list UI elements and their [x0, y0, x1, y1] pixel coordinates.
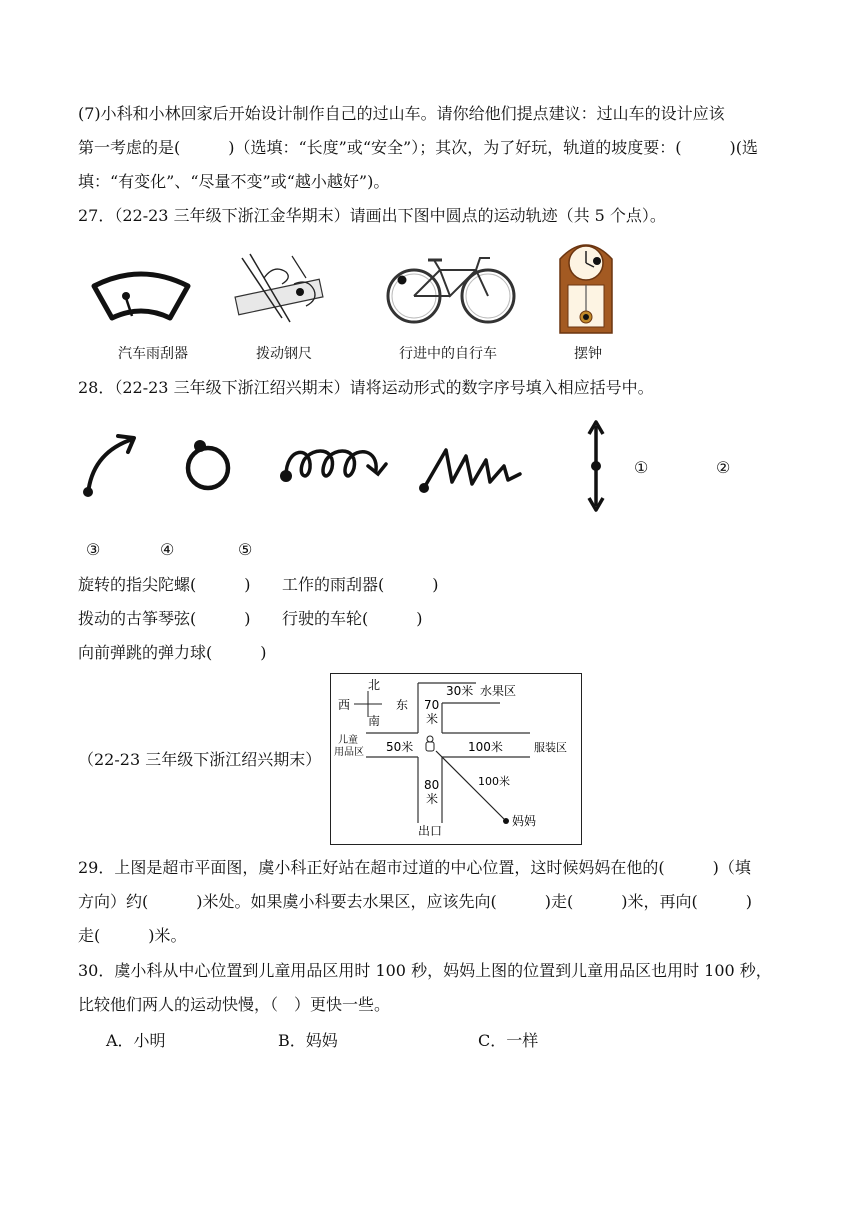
compass-east: 东: [395, 698, 409, 712]
q29-line3: 走( )米。: [78, 926, 187, 945]
q30-option-b: B．妈妈: [278, 1031, 338, 1050]
q29-line1: 29．上图是超市平面图，虞小科正好站在超市过道的中心位置，这时候妈妈在他的( )（填: [78, 858, 751, 877]
clock-figure: [554, 237, 618, 337]
q28-item3: 拨动的古筝琴弦( ): [78, 609, 251, 628]
label-70-unit: 米: [426, 712, 439, 726]
label-100m-east: 100米: [468, 740, 503, 754]
compass-north: 北: [367, 678, 381, 692]
motion-vertical-figure: [584, 418, 608, 514]
label-exit: 出口: [418, 824, 443, 838]
label-clothing-zone: 服装区: [534, 741, 567, 754]
pendulum-dot: [583, 314, 589, 320]
q28-text: 28．（22-23 三年级下浙江绍兴期末）请将运动形式的数字序号填入相应括号中。: [78, 378, 654, 397]
q26-part7-line2: 第一考虑的是( )（选填：“长度”或“安全”）；其次，为了好玩，轨道的坡度要：( )(选: [78, 138, 758, 157]
q28-item4: 行驶的车轮( ): [282, 609, 423, 628]
q26-part7-line1: (7)小科和小林回家后开始设计制作自己的过山车。请你给他们提点建议：过山车的设计应该: [78, 104, 725, 123]
q27-text: 27．（22-23 三年级下浙江金华期末）请画出下图中圆点的运动轨迹（共 5 个点）。: [78, 206, 666, 225]
motion-circle-figure: [180, 434, 236, 496]
label-50m: 50米: [386, 740, 414, 754]
label-70: 70: [424, 698, 440, 712]
bicycle-dot: [398, 276, 407, 285]
label-mom: 妈妈: [512, 814, 537, 828]
motion-zigzag-figure: [416, 444, 528, 496]
q28-item2: 工作的雨刮器( ): [282, 575, 439, 594]
label-kids-2: 用品区: [334, 747, 364, 758]
mom-dot: [503, 818, 509, 824]
q30-option-a: A．小明: [106, 1031, 166, 1050]
mark-5: ⑤: [238, 540, 253, 559]
motion-spiral-figure: [278, 442, 396, 492]
supermarket-map: [330, 673, 582, 845]
label-kids-1: 儿童: [338, 735, 358, 746]
caption-clock: 摆钟: [574, 346, 602, 362]
label-100m-diag: 100米: [478, 775, 510, 788]
caption-wiper: 汽车雨刮器: [118, 346, 188, 362]
label-30m: 30米: [446, 684, 474, 698]
q29-line2: 方向）约( )米处。如果虞小科要去水果区，应该先向( )走( )米，再向( ): [78, 892, 752, 911]
wiper-figure: [86, 266, 196, 326]
q28-item5: 向前弹跳的弹力球( ): [78, 643, 267, 662]
motion-curve-figure: [78, 432, 142, 504]
label-80: 80: [424, 778, 440, 792]
compass-south: 南: [367, 714, 381, 728]
q30-option-c: C．一样: [478, 1031, 539, 1050]
caption-bicycle: 行进中的自行车: [399, 346, 497, 362]
map-source: （22-23 三年级下浙江绍兴期末）: [78, 750, 322, 769]
q28-item1: 旋转的指尖陀螺( ): [78, 575, 251, 594]
label-80-unit: 米: [426, 792, 439, 806]
ruler-figure: [234, 248, 324, 326]
mark-2: ②: [716, 458, 731, 477]
q30-line2: 比较他们两人的运动快慢，（ ）更快一些。: [78, 995, 391, 1014]
ruler-dot: [296, 288, 304, 296]
mark-1: ①: [634, 458, 649, 477]
bicycle-figure: [384, 250, 520, 326]
q30-line1: 30．虞小科从中心位置到儿童用品区用时 100 秒，妈妈上图的位置到儿童用品区也用时 100 秒，: [78, 961, 772, 980]
caption-ruler: 拨动钢尺: [256, 346, 312, 362]
mark-4: ④: [160, 540, 175, 559]
clock-dot: [593, 257, 601, 265]
mark-3: ③: [86, 540, 101, 559]
q26-part7-line3: 填：“有变化”、“尽量不变”或“越小越好”)。: [78, 172, 390, 191]
wiper-dot: [122, 292, 130, 300]
label-fruit-zone: 水果区: [480, 684, 517, 698]
compass-west: 西: [337, 698, 351, 712]
